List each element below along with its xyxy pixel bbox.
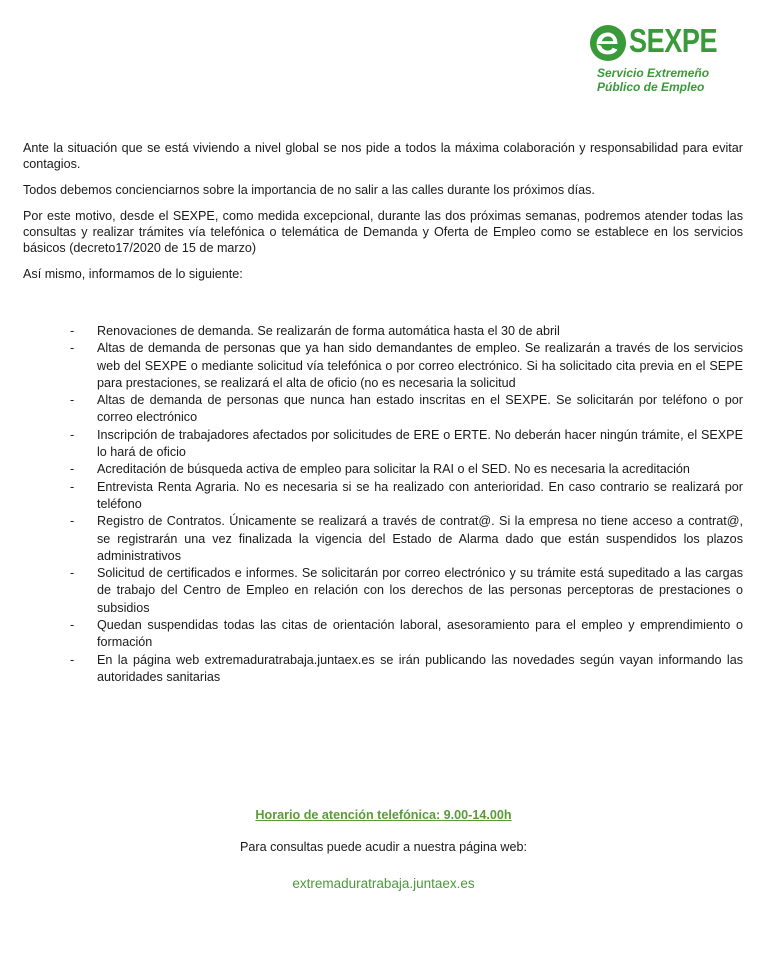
list-item (23, 427, 743, 462)
phone-hours: Horario de atención telefónica: 9.00-14.00h (255, 808, 512, 822)
list-item-text: Solicitud de certificados e informes. Se solicitarán por correo electrónico y su trámite está supeditado a las cargas de trabajo del Centro de Empleo en relación con los derechos de las personas perceptoras de prestaciones o subsidios (97, 566, 743, 615)
list-item (23, 340, 743, 392)
list-item (23, 392, 743, 427)
list-bullet: - (70, 479, 75, 494)
list-item-text: Quedan suspendidas todas las citas de orientación laboral, asesoramiento para el empleo y emprendimiento o formación (97, 618, 743, 650)
intro-text (23, 140, 743, 292)
list-item (23, 617, 743, 652)
list-item-text: En la página web extremaduratrabaja.juntaex.es se irán publicando las novedades según vayan informando las autoridades sanitarias (97, 652, 743, 684)
list-item (23, 479, 743, 514)
logo-wordmark: SEXPE (629, 22, 718, 59)
list-item-text: Acreditación de búsqueda activa de empleo para solicitar la RAI o el SED. No es necesaria la acreditación (97, 462, 690, 477)
paragraph: Todos debemos concienciarnos sobre la importancia de no salir a las calles durante los próximos días. (23, 183, 595, 197)
paragraph: Así mismo, informamos de lo siguiente: (23, 267, 243, 281)
list-item-text: Registro de Contratos. Únicamente se realizará a través de contrat@. Si la empresa no tiene acceso a contrat@, se registrarán una vez finalizada la vigencia del Estado de Alarma dado que están suspendidos los plazos administrativos (97, 514, 743, 563)
list-item-text: Altas de demanda de personas que ya han sido demandantes de empleo. Se realizarán a través de los servicios web del SEXPE o mediante solicitud vía telefónica o por correo electrónico. Si ha solicitado cita previa en el SEPE para prestaciones, se realizará el alta de oficio (no es necesaria la solicitud (97, 341, 743, 390)
list-item-text: Renovaciones de demanda. Se realizarán de forma automática hasta el 30 de abril (97, 324, 560, 338)
list-bullet: - (70, 427, 75, 442)
list-item (23, 323, 743, 340)
list-item (23, 461, 743, 478)
measures-list (23, 323, 743, 686)
list-bullet: - (70, 618, 75, 633)
list-item (23, 652, 743, 687)
list-item-text: Inscripción de trabajadores afectados por solicitudes de ERE o ERTE. No deberán hacer ningún trámite, el SEXPE lo hará de oficio (97, 427, 743, 460)
sexpe-logo (585, 18, 745, 98)
list-bullet: - (70, 393, 75, 408)
paragraph: Ante la situación que se está viviendo a nivel global se nos pide a todos la máxima colaboración y responsabilidad para evitar contagios. (23, 141, 743, 171)
logo-subtitle (597, 67, 709, 94)
list-bullet: - (70, 341, 75, 356)
paragraph: Por este motivo, desde el SEXPE, como medida excepcional, durante las dos próximas semanas, podremos atender todas las consultas y realizar trámites vía telefónica o telemática de Demanda y Oferta de Empleo como se establece en los servicios básicos (decreto17/2020 de 15 de marzo) (23, 209, 743, 255)
sexpe-e-icon (589, 24, 627, 62)
list-item (23, 565, 743, 617)
logo-subtitle-line1: Servicio Extremeño (597, 66, 710, 80)
list-bullet: - (70, 324, 75, 338)
list-bullet: - (70, 514, 75, 529)
list-bullet: - (70, 462, 75, 477)
list-item-text: Altas de demanda de personas que nunca han estado inscritas en el SEXPE. Se solicitarán por teléfono o por correo electrónico (97, 393, 743, 425)
consult-text: Para consultas puede acudir a nuestra página web: (239, 840, 528, 854)
list-bullet: - (70, 566, 75, 581)
logo-subtitle-line2: Público de Empleo (597, 79, 705, 94)
website-link[interactable]: extremaduratrabaja.juntaex.es (292, 876, 475, 891)
list-bullet: - (70, 652, 75, 667)
list-item-text: Entrevista Renta Agraria. No es necesaria si se ha realizado con anterioridad. En caso contrario se realizará por teléfono (97, 479, 743, 511)
list-item (23, 513, 743, 565)
